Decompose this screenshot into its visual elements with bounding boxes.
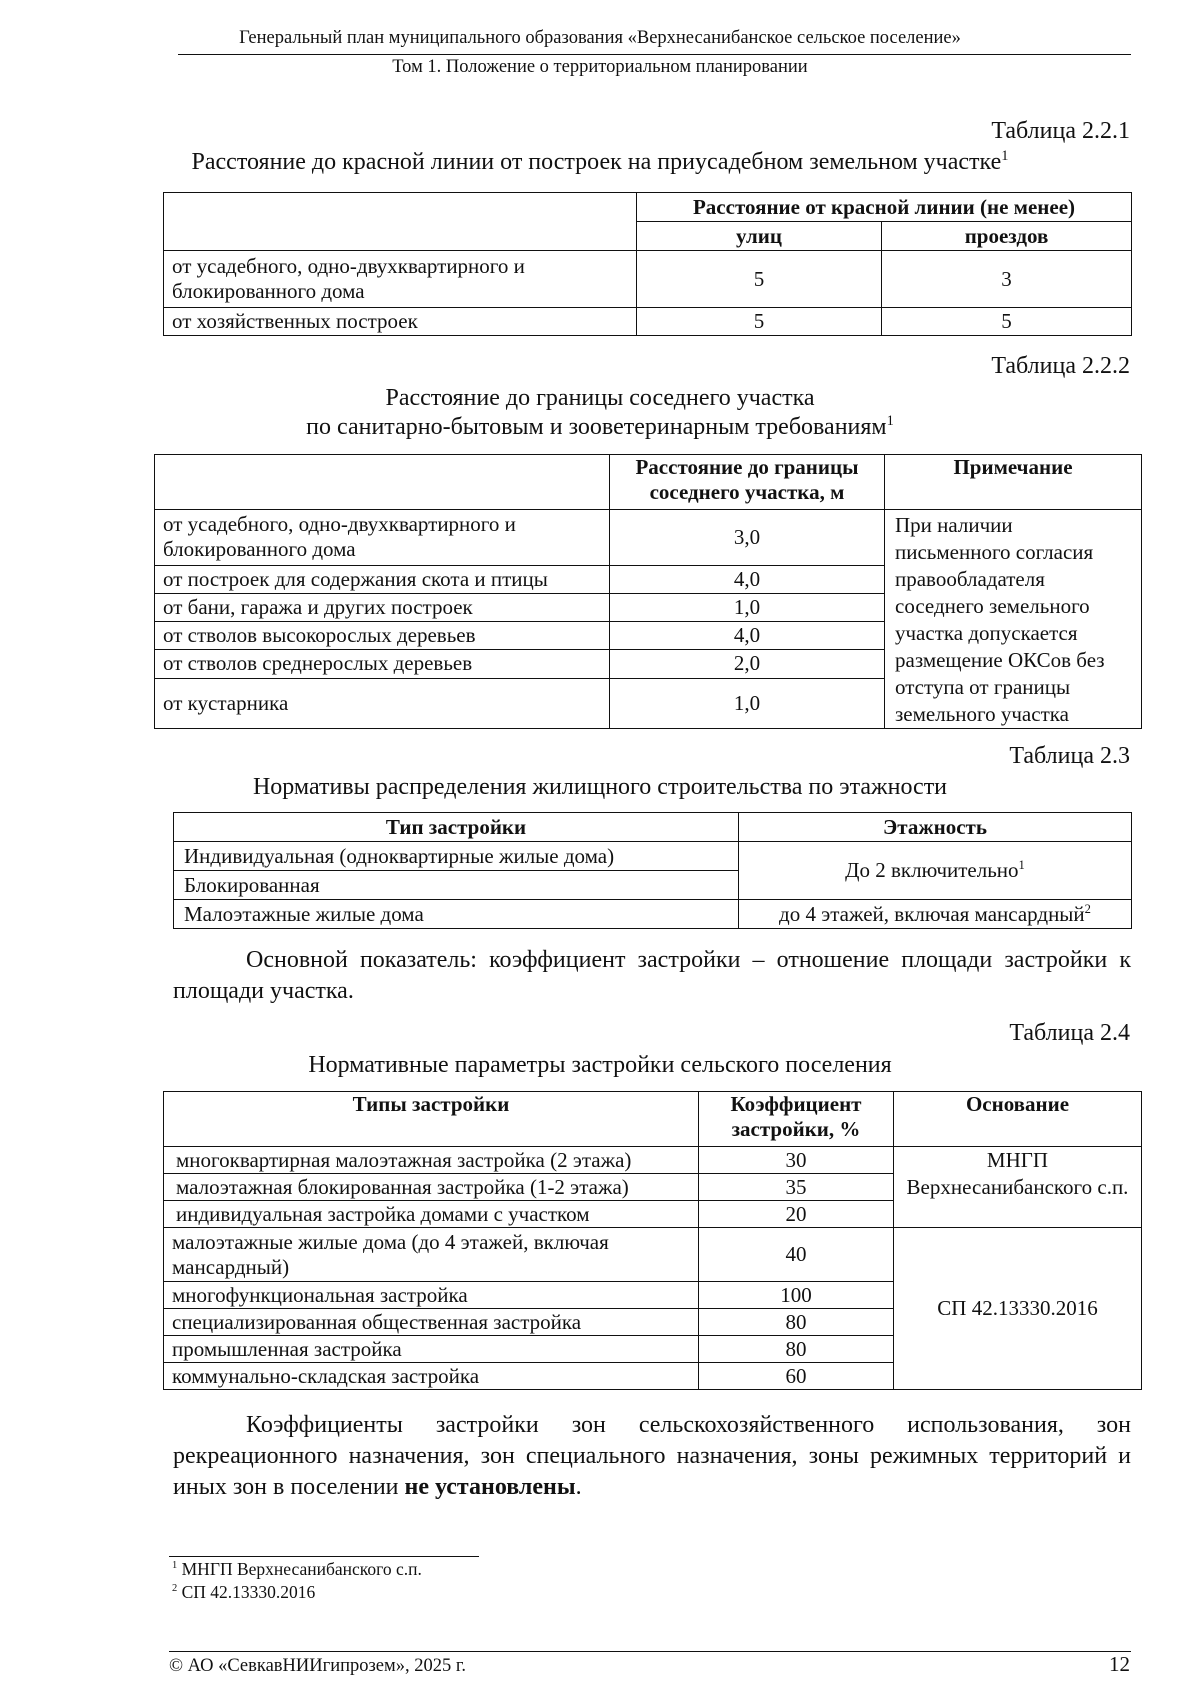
header-empty-cell xyxy=(164,193,637,251)
table-header-row xyxy=(164,1092,1142,1147)
table-2-3 xyxy=(173,812,1132,929)
running-header-title: Генеральный план муниципального образования «Верхнесанибанское сельское поселение» xyxy=(239,28,961,48)
table-row xyxy=(174,842,1132,871)
footer-rule xyxy=(169,1651,1131,1652)
table-row xyxy=(164,1147,1142,1174)
header-distance-group: Расстояние от красной линии (не менее) xyxy=(637,193,1132,222)
row-coef: 100 xyxy=(699,1282,894,1309)
basis-sp: СП 42.13330.2016 xyxy=(894,1228,1142,1390)
table-2-4-label: Таблица 2.4 xyxy=(1009,1020,1130,1046)
row-type: многофункциональная застройка xyxy=(164,1282,699,1309)
footnote-ref: 1 xyxy=(1001,148,1009,164)
row-streets: 5 xyxy=(637,251,882,308)
row-type: многоквартирная малоэтажная застройка (2 этажа) xyxy=(164,1147,699,1174)
row-type: малоэтажная блокированная застройка (1-2 этажа) xyxy=(164,1174,699,1201)
table-2-2-2-label: Таблица 2.2.2 xyxy=(991,353,1130,379)
row-type: малоэтажные жилые дома (до 4 этажей, включая мансардный) xyxy=(164,1228,699,1282)
row-coef: 80 xyxy=(699,1336,894,1363)
row-name: от стволов высокорослых деревьев xyxy=(155,622,610,650)
note-cell: При наличии письменного согласия правообладателя соседнего земельного участка допускается размещение ОКСов без отступа от границы земельного участка xyxy=(885,510,1142,729)
paragraph-coefficients-note: Коэффициенты застройки зон сельскохозяйственного использования, зон рекреационного назначения, зон специального назначения, зоны режимных территорий и иных зон в поселении не установлены. xyxy=(173,1412,1131,1500)
header-distance: Расстояние до границы соседнего участка, м xyxy=(610,455,885,510)
row-value: 1,0 xyxy=(610,593,885,621)
footnote-ref: 1 xyxy=(886,413,894,429)
running-header-volume: Том 1. Положение о территориальном планировании xyxy=(392,57,808,77)
row-value: 3,0 xyxy=(610,510,885,566)
row-floors: до 4 этажей, включая мансардный$^2$ xyxy=(739,900,1132,929)
row-passages: 5 xyxy=(882,308,1132,336)
row-name: от построек для содержания скота и птицы xyxy=(155,565,610,593)
table-2-4 xyxy=(163,1091,1142,1390)
footer-copyright: © АО «СевкавНИИгипрозем», 2025 г. xyxy=(169,1656,466,1676)
row-floors-shared: До 2 включительно$^1$ xyxy=(739,842,1132,900)
row-name: от усадебного, одно-двухквартирного и блокированного дома xyxy=(155,510,610,566)
row-type: Индивидуальная (одноквартирные жилые дома) xyxy=(174,842,739,871)
row-name: от кустарника xyxy=(155,678,610,729)
row-type: специализированная общественная застройка xyxy=(164,1309,699,1336)
table-row xyxy=(155,510,1142,566)
table-2-2-1 xyxy=(163,192,1132,336)
row-name: от стволов среднерослых деревьев xyxy=(155,650,610,678)
table-2-2-2-title: Расстояние до границы соседнего участка по санитарно-бытовым и зооветеринарным требованиям$^1$ xyxy=(306,385,894,440)
row-coef: 20 xyxy=(699,1201,894,1228)
table-row xyxy=(174,900,1132,929)
table-2-3-title: Нормативы распределения жилищного строительства по этажности xyxy=(252,774,948,800)
table-header-row xyxy=(155,455,1142,510)
table-row xyxy=(164,251,1132,308)
row-value: 4,0 xyxy=(610,565,885,593)
row-coef: 80 xyxy=(699,1309,894,1336)
table-2-2-1-title: Расстояние до красной линии от построек на приусадебном земельном участке$^1$ xyxy=(191,148,1009,175)
table-row xyxy=(164,308,1132,336)
table-2-4-title: Нормативные параметры застройки сельского поселения xyxy=(308,1052,892,1078)
row-type: промышленная застройка xyxy=(164,1336,699,1363)
table-header-row xyxy=(174,813,1132,842)
row-name: от хозяйственных построек xyxy=(164,308,637,336)
basis-mngp: МНГП Верхнесанибанского с.п. xyxy=(894,1147,1142,1228)
row-value: 2,0 xyxy=(610,650,885,678)
row-coef: 30 xyxy=(699,1147,894,1174)
footnote-ref: 1 xyxy=(1018,858,1025,872)
table-row xyxy=(164,1228,1142,1282)
header-types: Типы застройки xyxy=(164,1092,699,1147)
row-coef: 40 xyxy=(699,1228,894,1282)
row-streets: 5 xyxy=(637,308,882,336)
table-2-2-2 xyxy=(154,454,1142,729)
header-streets: улиц xyxy=(637,222,882,251)
footnote-2: $^2$ СП 42.13330.2016 xyxy=(172,1582,316,1602)
header-empty-cell xyxy=(155,455,610,510)
row-name: от усадебного, одно-двухквартирного и блокированного дома xyxy=(164,251,637,308)
footnote-separator xyxy=(169,1556,479,1557)
row-coef: 35 xyxy=(699,1174,894,1201)
row-coef: 60 xyxy=(699,1363,894,1390)
header-floors: Этажность xyxy=(739,813,1132,842)
header-rule xyxy=(178,54,1131,55)
footnote-ref: 2 xyxy=(1084,901,1091,916)
paragraph-main-indicator: Основной показатель: коэффициент застройки – отношение площади застройки к площади участка. xyxy=(173,947,1131,1004)
header-type: Тип застройки xyxy=(174,813,739,842)
row-value: 1,0 xyxy=(610,678,885,729)
header-basis: Основание xyxy=(894,1092,1142,1147)
row-name: от бани, гаража и других построек xyxy=(155,593,610,621)
row-value: 4,0 xyxy=(610,622,885,650)
header-note: Примечание xyxy=(885,455,1142,510)
row-passages: 3 xyxy=(882,251,1132,308)
row-type: Блокированная xyxy=(174,871,739,900)
table-header-row xyxy=(164,193,1132,222)
header-passages: проездов xyxy=(882,222,1132,251)
row-type: Малоэтажные жилые дома xyxy=(174,900,739,929)
row-type: коммунально-складская застройка xyxy=(164,1363,699,1390)
row-type: индивидуальная застройка домами с участком xyxy=(164,1201,699,1228)
page-number: 12 xyxy=(1109,1652,1130,1676)
table-2-2-1-label: Таблица 2.2.1 xyxy=(991,118,1130,144)
table-2-3-label: Таблица 2.3 xyxy=(1009,743,1130,769)
header-coef: Коэффициент застройки, % xyxy=(699,1092,894,1147)
footnote-1: $^1$ МНГП Верхнесанибанского с.п. xyxy=(172,1559,422,1579)
